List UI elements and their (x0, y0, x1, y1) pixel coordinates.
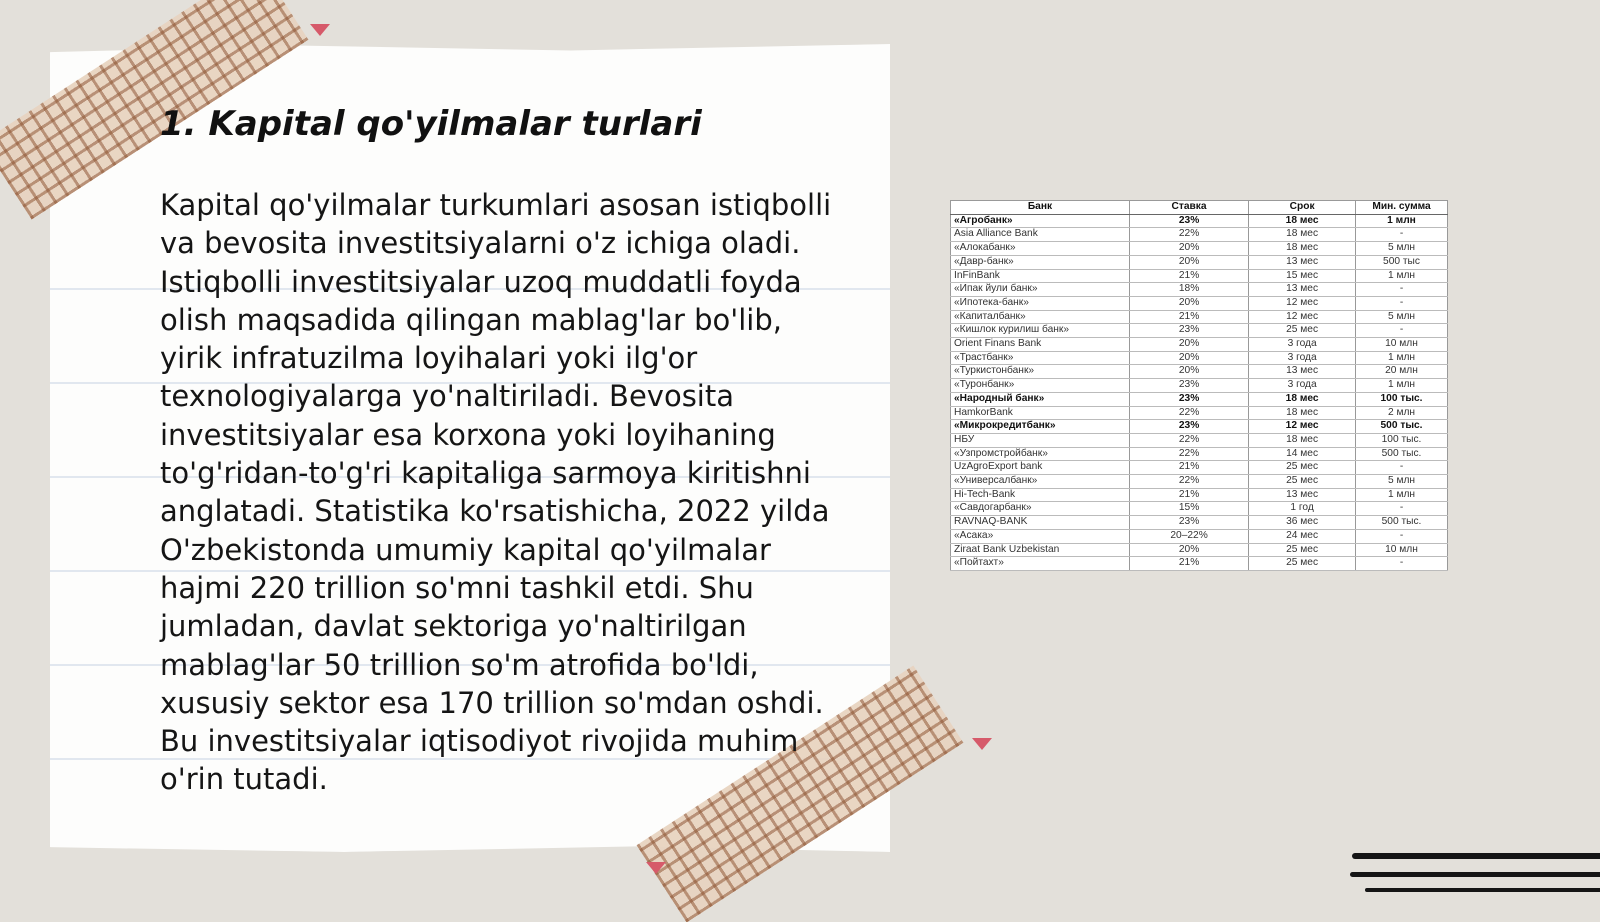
cell-rate: 20% (1129, 543, 1248, 557)
cell-term: 3 года (1249, 351, 1356, 365)
cell-bank: «Кишлок курилиш банк» (951, 324, 1130, 338)
cell-min-sum: 500 тыс. (1356, 447, 1448, 461)
cell-bank: «Туркистонбанк» (951, 365, 1130, 379)
table-row (951, 269, 1448, 283)
cell-min-sum: - (1356, 557, 1448, 571)
cell-rate: 22% (1129, 433, 1248, 447)
table-row (951, 214, 1448, 228)
slide-body-text: Kapital qo'yilmalar turkumlari asosan istiqbolli va bevosita investitsiyalarni o'z ichiga oladi. Istiqbolli investitsiyalar uzoq muddatli foyda olish maqsadida qilingan mablag'lar bo'lib, yirik infratuzilma loyihalari yoki ilg'or texnologiyalarga yo'naltiriladi. Bevosita investitsiyalar esa korxona yoki loyihaning to'g'ridan-to'g'ri kapitaliga sarmoya kiritishni anglatadi. Statistika ko'rsatishicha, 2022 yilda O'zbekistonda umumiy kapital qo'yilmalar hajmi 220 trillion so'mni tashkil etdi. Shu jumladan, davlat sektoriga yo'naltirilgan mablag'lar 50 trillion so'm atrofida bo'ldi, xususiy sektor esa 170 trillion so'mdan oshdi. Bu investitsiyalar iqtisodiyot rivojida muhim o'rin tutadi. (160, 188, 832, 797)
bank-rates-table-image (950, 200, 1448, 571)
cell-term: 12 мес (1249, 310, 1356, 324)
brush-stroke (1365, 888, 1600, 892)
cell-rate: 20–22% (1129, 529, 1248, 543)
column-header-rate: Ставка (1129, 201, 1248, 215)
cell-rate: 21% (1129, 557, 1248, 571)
cell-rate: 20% (1129, 338, 1248, 352)
cell-min-sum: 1 млн (1356, 379, 1448, 393)
table-row (951, 351, 1448, 365)
cell-rate: 21% (1129, 461, 1248, 475)
column-header-term: Срок (1249, 201, 1356, 215)
pin-tip-icon (646, 862, 666, 874)
cell-bank: Orient Finans Bank (951, 338, 1130, 352)
cell-min-sum: - (1356, 283, 1448, 297)
cell-bank: Ziraat Bank Uzbekistan (951, 543, 1130, 557)
cell-rate: 22% (1129, 447, 1248, 461)
cell-bank: «Ипотека-банк» (951, 296, 1130, 310)
cell-term: 12 мес (1249, 420, 1356, 434)
cell-min-sum: 100 тыс. (1356, 433, 1448, 447)
cell-term: 1 год (1249, 502, 1356, 516)
cell-term: 13 мес (1249, 488, 1356, 502)
cell-rate: 23% (1129, 324, 1248, 338)
cell-min-sum: 5 млн (1356, 475, 1448, 489)
cell-term: 18 мес (1249, 406, 1356, 420)
cell-bank: RAVNAQ-BANK (951, 516, 1130, 530)
cell-term: 3 года (1249, 338, 1356, 352)
cell-min-sum: - (1356, 502, 1448, 516)
cell-bank: Hi-Tech-Bank (951, 488, 1130, 502)
cell-term: 25 мес (1249, 557, 1356, 571)
table-row (951, 228, 1448, 242)
pin-tip-icon (972, 738, 992, 750)
cell-min-sum: 10 млн (1356, 338, 1448, 352)
cell-rate: 15% (1129, 502, 1248, 516)
cell-min-sum: - (1356, 296, 1448, 310)
cell-bank: НБУ (951, 433, 1130, 447)
table-body (951, 214, 1448, 570)
cell-bank: «Трастбанк» (951, 351, 1130, 365)
cell-rate: 22% (1129, 406, 1248, 420)
cell-rate: 20% (1129, 242, 1248, 256)
cell-rate: 20% (1129, 296, 1248, 310)
table-row (951, 296, 1448, 310)
cell-min-sum: - (1356, 461, 1448, 475)
cell-bank: «Узпромстройбанк» (951, 447, 1130, 461)
cell-min-sum: 1 млн (1356, 269, 1448, 283)
cell-rate: 23% (1129, 516, 1248, 530)
brush-stroke (1350, 872, 1600, 877)
table-header-row (951, 201, 1448, 215)
cell-term: 14 мес (1249, 447, 1356, 461)
cell-min-sum: - (1356, 324, 1448, 338)
table-row (951, 420, 1448, 434)
cell-min-sum: 1 млн (1356, 351, 1448, 365)
cell-bank: UzAgroExport bank (951, 461, 1130, 475)
table-row (951, 543, 1448, 557)
cell-bank: «Давр-банк» (951, 255, 1130, 269)
table-row (951, 461, 1448, 475)
cell-rate: 21% (1129, 269, 1248, 283)
cell-min-sum: - (1356, 228, 1448, 242)
cell-bank: «Ипак йули банк» (951, 283, 1130, 297)
cell-term: 25 мес (1249, 475, 1356, 489)
table-row (951, 516, 1448, 530)
cell-bank: «Народный банк» (951, 392, 1130, 406)
cell-term: 18 мес (1249, 433, 1356, 447)
cell-min-sum: 500 тыс (1356, 255, 1448, 269)
column-header-bank: Банк (951, 201, 1130, 215)
slide-title: 1. Kapital qo'yilmalar turlari (160, 104, 702, 144)
cell-rate: 21% (1129, 488, 1248, 502)
cell-term: 15 мес (1249, 269, 1356, 283)
table-row (951, 283, 1448, 297)
table-row (951, 242, 1448, 256)
table-row (951, 310, 1448, 324)
table-row (951, 557, 1448, 571)
cell-bank: «Асака» (951, 529, 1130, 543)
cell-term: 25 мес (1249, 461, 1356, 475)
table-row (951, 433, 1448, 447)
cell-rate: 18% (1129, 283, 1248, 297)
cell-rate: 23% (1129, 379, 1248, 393)
cell-bank: «Савдогарбанк» (951, 502, 1130, 516)
cell-term: 18 мес (1249, 228, 1356, 242)
cell-rate: 21% (1129, 310, 1248, 324)
cell-rate: 22% (1129, 228, 1248, 242)
bank-rates-table (950, 200, 1448, 571)
cell-bank: «Агробанк» (951, 214, 1130, 228)
table-row (951, 475, 1448, 489)
table-row (951, 392, 1448, 406)
table-row (951, 502, 1448, 516)
cell-rate: 23% (1129, 392, 1248, 406)
cell-bank: «Универсалбанк» (951, 475, 1130, 489)
cell-min-sum: 500 тыс. (1356, 420, 1448, 434)
column-header-min-sum: Мин. сумма (1356, 201, 1448, 215)
pin-tip-icon (310, 24, 330, 36)
cell-rate: 22% (1129, 475, 1248, 489)
cell-rate: 23% (1129, 214, 1248, 228)
table-row (951, 529, 1448, 543)
cell-bank: Asia Alliance Bank (951, 228, 1130, 242)
cell-term: 3 года (1249, 379, 1356, 393)
cell-term: 18 мес (1249, 214, 1356, 228)
table-row (951, 365, 1448, 379)
cell-min-sum: 500 тыс. (1356, 516, 1448, 530)
cell-min-sum: 5 млн (1356, 310, 1448, 324)
table-row (951, 255, 1448, 269)
cell-bank: «Капиталбанк» (951, 310, 1130, 324)
cell-term: 12 мес (1249, 296, 1356, 310)
cell-min-sum: 1 млн (1356, 214, 1448, 228)
cell-min-sum: 1 млн (1356, 488, 1448, 502)
cell-term: 25 мес (1249, 324, 1356, 338)
cell-bank: «Пойтахт» (951, 557, 1130, 571)
table-row (951, 406, 1448, 420)
cell-term: 36 мес (1249, 516, 1356, 530)
cell-bank: «Микрокредитбанк» (951, 420, 1130, 434)
cell-rate: 20% (1129, 351, 1248, 365)
cell-min-sum: 100 тыс. (1356, 392, 1448, 406)
cell-min-sum: 20 млн (1356, 365, 1448, 379)
cell-rate: 23% (1129, 420, 1248, 434)
cell-bank: «Туронбанк» (951, 379, 1130, 393)
cell-rate: 20% (1129, 255, 1248, 269)
cell-bank: «Алокабанк» (951, 242, 1130, 256)
cell-term: 18 мес (1249, 392, 1356, 406)
cell-term: 18 мес (1249, 242, 1356, 256)
cell-bank: HamkorBank (951, 406, 1130, 420)
cell-term: 13 мес (1249, 255, 1356, 269)
table-row (951, 488, 1448, 502)
cell-bank: InFinBank (951, 269, 1130, 283)
cell-min-sum: - (1356, 529, 1448, 543)
cell-term: 25 мес (1249, 543, 1356, 557)
cell-term: 13 мес (1249, 365, 1356, 379)
cell-min-sum: 10 млн (1356, 543, 1448, 557)
cell-rate: 20% (1129, 365, 1248, 379)
brush-stroke (1352, 853, 1600, 859)
cell-min-sum: 5 млн (1356, 242, 1448, 256)
table-row (951, 324, 1448, 338)
table-row (951, 447, 1448, 461)
cell-term: 13 мес (1249, 283, 1356, 297)
cell-min-sum: 2 млн (1356, 406, 1448, 420)
table-row (951, 338, 1448, 352)
cell-term: 24 мес (1249, 529, 1356, 543)
table-row (951, 379, 1448, 393)
